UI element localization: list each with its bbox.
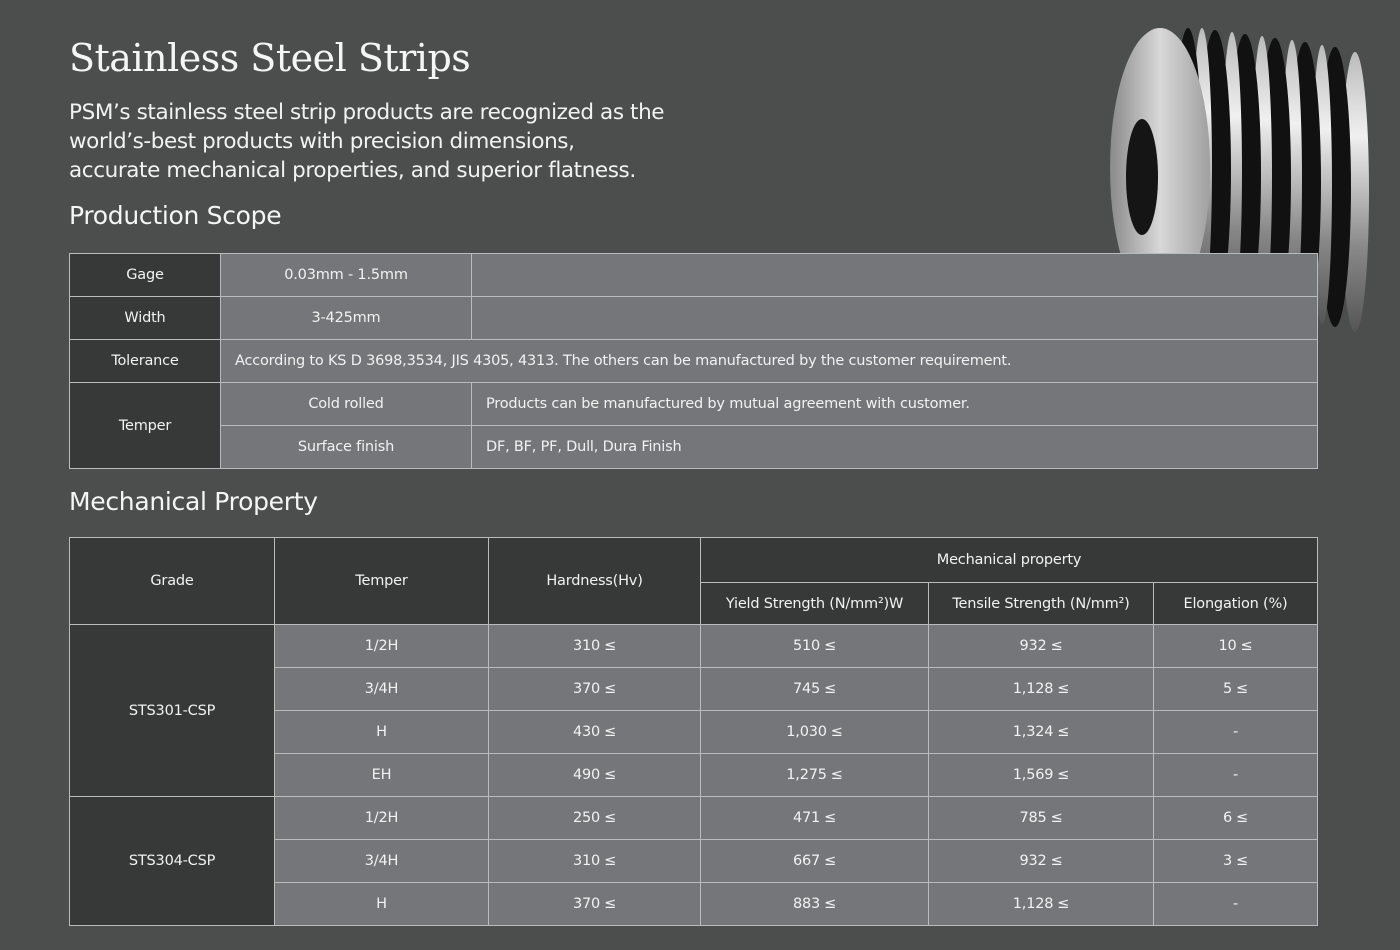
less-equal-symbol: ≤ — [1236, 681, 1248, 697]
elongation-cell — [1154, 711, 1318, 754]
temper-cell: 1/2H — [275, 625, 489, 668]
less-equal-symbol: ≤ — [824, 681, 837, 697]
hardness-cell — [489, 625, 701, 668]
intro-paragraph: PSM’s stainless steel strip products are recognized as the world’s-best products with precision dimensions, accurate mechanical properties, and superior flatness. — [69, 100, 665, 183]
tensile-value: 1,569 — [1012, 767, 1054, 783]
header-hardness: Hardness(Hv) — [489, 538, 701, 625]
elongation-cell — [1154, 668, 1318, 711]
elongation-value: 6 — [1223, 810, 1233, 826]
hardness-cell — [489, 668, 701, 711]
less-equal-symbol: ≤ — [1050, 638, 1063, 654]
temper-label: Temper — [70, 383, 221, 469]
gage-empty — [472, 254, 1318, 297]
hardness-cell — [489, 754, 701, 797]
less-equal-symbol: ≤ — [830, 724, 843, 740]
mechanical-property-heading: Mechanical Property — [69, 487, 318, 516]
temper-cell: H — [275, 883, 489, 926]
hardness-value: 250 — [572, 810, 601, 826]
hardness-cell — [489, 883, 701, 926]
less-equal-symbol: ≤ — [1057, 724, 1070, 740]
tensile-value: 1,128 — [1012, 681, 1054, 697]
less-equal-symbol: ≤ — [1050, 810, 1063, 826]
less-equal-symbol: ≤ — [604, 638, 617, 654]
yield-value: 745 — [792, 681, 821, 697]
yield-cell — [701, 754, 929, 797]
less-equal-symbol: ≤ — [604, 724, 617, 740]
elongation-cell — [1154, 754, 1318, 797]
tensile-cell — [929, 625, 1154, 668]
yield-value: 1,275 — [786, 767, 827, 783]
gage-value: 0.03mm - 1.5mm — [221, 254, 472, 297]
header-temper: Temper — [275, 538, 489, 625]
less-equal-symbol: ≤ — [824, 638, 837, 654]
less-equal-symbol: ≤ — [830, 767, 843, 783]
elongation-cell — [1154, 625, 1318, 668]
elongation-value: - — [1232, 724, 1239, 740]
temper-cell: 3/4H — [275, 668, 489, 711]
table-row — [70, 625, 1318, 668]
surface-finish-value: DF, BF, PF, Dull, Dura Finish — [472, 426, 1318, 469]
header-grade: Grade — [70, 538, 275, 625]
tolerance-label: Tolerance — [70, 340, 221, 383]
elongation-cell — [1154, 797, 1318, 840]
header-yield: Yield Strength (N/mm²)W — [701, 583, 929, 625]
temper-cell: 3/4H — [275, 840, 489, 883]
yield-cell — [701, 625, 929, 668]
yield-value: 510 — [792, 638, 821, 654]
mechanical-property-table — [69, 537, 1318, 926]
yield-value: 667 — [792, 853, 821, 869]
gage-label: Gage — [70, 254, 221, 297]
elongation-value: 3 — [1223, 853, 1233, 869]
hardness-value: 310 — [572, 853, 601, 869]
grade-cell: STS304-CSP — [70, 797, 275, 926]
yield-cell — [701, 883, 929, 926]
less-equal-symbol: ≤ — [604, 853, 617, 869]
less-equal-symbol: ≤ — [1236, 853, 1248, 869]
less-equal-symbol: ≤ — [824, 896, 837, 912]
less-equal-symbol: ≤ — [604, 810, 617, 826]
header-tensile: Tensile Strength (N/mm²) — [929, 583, 1154, 625]
tensile-cell — [929, 797, 1154, 840]
surface-finish-label: Surface finish — [221, 426, 472, 469]
header-mechanical-property: Mechanical property — [701, 538, 1318, 583]
less-equal-symbol: ≤ — [824, 853, 837, 869]
hardness-cell — [489, 797, 701, 840]
hardness-cell — [489, 711, 701, 754]
yield-cell — [701, 711, 929, 754]
temper-cell: H — [275, 711, 489, 754]
less-equal-symbol: ≤ — [604, 896, 617, 912]
hardness-value: 310 — [572, 638, 601, 654]
temper-cell: EH — [275, 754, 489, 797]
yield-value: 471 — [792, 810, 821, 826]
tensile-value: 932 — [1019, 853, 1047, 869]
elongation-cell — [1154, 883, 1318, 926]
hardness-value: 370 — [572, 896, 601, 912]
less-equal-symbol: ≤ — [604, 681, 617, 697]
tensile-cell — [929, 840, 1154, 883]
less-equal-symbol: ≤ — [604, 767, 617, 783]
elongation-value: 5 — [1223, 681, 1233, 697]
tensile-value: 1,128 — [1012, 896, 1054, 912]
less-equal-symbol: ≤ — [1057, 767, 1070, 783]
tensile-cell — [929, 711, 1154, 754]
yield-cell — [701, 668, 929, 711]
less-equal-symbol: ≤ — [1050, 853, 1063, 869]
elongation-value: - — [1232, 767, 1239, 783]
less-equal-symbol: ≤ — [1236, 810, 1248, 826]
width-value: 3-425mm — [221, 297, 472, 340]
hardness-value: 430 — [572, 724, 601, 740]
table-row — [70, 797, 1318, 840]
cold-rolled-label: Cold rolled — [221, 383, 472, 426]
yield-value: 883 — [792, 896, 821, 912]
header-elongation: Elongation (%) — [1154, 583, 1318, 625]
less-equal-symbol: ≤ — [1240, 638, 1253, 654]
yield-cell — [701, 797, 929, 840]
elongation-value: 10 — [1218, 638, 1237, 654]
hardness-value: 370 — [572, 681, 601, 697]
tolerance-value: According to KS D 3698,3534, JIS 4305, 4313. The others can be manufactured by the customer requirement. — [221, 340, 1318, 383]
production-scope-heading: Production Scope — [69, 201, 282, 230]
less-equal-symbol: ≤ — [1057, 681, 1070, 697]
temper-cell: 1/2H — [275, 797, 489, 840]
tensile-cell — [929, 668, 1154, 711]
tensile-cell — [929, 883, 1154, 926]
less-equal-symbol: ≤ — [824, 810, 837, 826]
yield-cell — [701, 840, 929, 883]
elongation-value: - — [1232, 896, 1239, 912]
grade-cell: STS301-CSP — [70, 625, 275, 797]
page-title: Stainless Steel Strips — [69, 36, 471, 80]
tensile-value: 1,324 — [1012, 724, 1054, 740]
tensile-value: 785 — [1019, 810, 1047, 826]
yield-value: 1,030 — [786, 724, 827, 740]
cold-rolled-value: Products can be manufactured by mutual agreement with customer. — [472, 383, 1318, 426]
width-empty — [472, 297, 1318, 340]
tensile-cell — [929, 754, 1154, 797]
hardness-value: 490 — [572, 767, 601, 783]
production-scope-table — [69, 253, 1318, 469]
elongation-cell — [1154, 840, 1318, 883]
width-label: Width — [70, 297, 221, 340]
less-equal-symbol: ≤ — [1057, 896, 1070, 912]
hardness-cell — [489, 840, 701, 883]
tensile-value: 932 — [1019, 638, 1047, 654]
